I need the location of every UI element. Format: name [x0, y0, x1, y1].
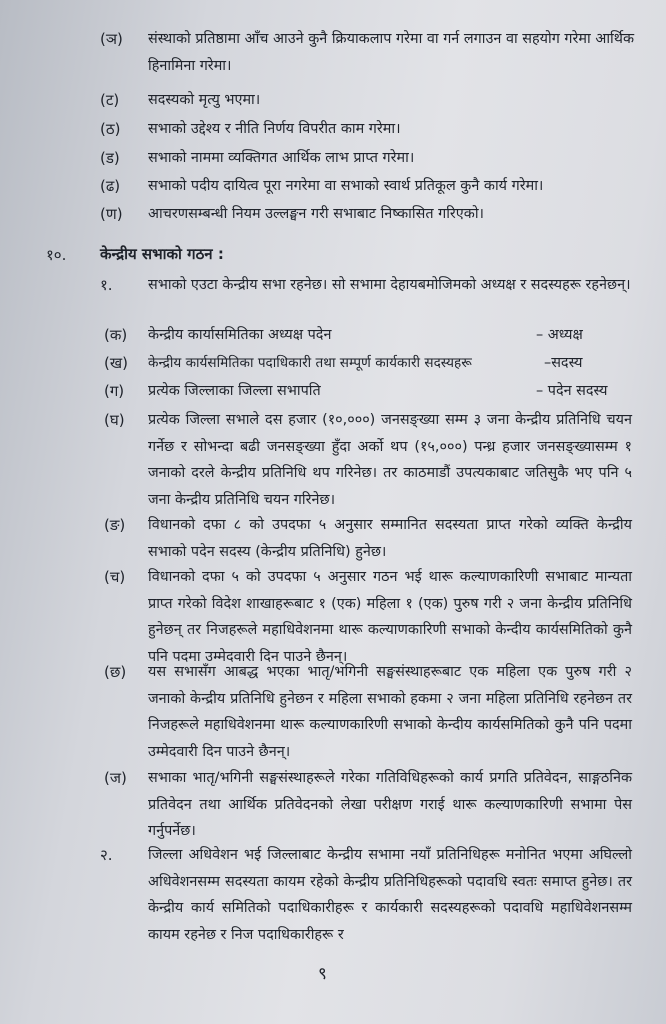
clause-number: १. — [100, 276, 113, 294]
item-text: सभाको नाममा व्यक्तिगत आर्थिक लाभ प्राप्त गरेमा। — [148, 150, 415, 166]
subitem-text: विधानको दफा ८ को उपदफा ५ अनुसार सम्मानित सदस्यता प्राप्त गरेको व्यक्ति केन्द्रीय सभाको पदेन सदस्य (केन्द्रीय प्रतिनिधि) हुनेछ। — [148, 517, 632, 560]
subitem-role: – पदेन सदस्य — [536, 383, 608, 399]
clause-text: सभाको एउटा केन्द्रीय सभा रहनेछ। सो सभामा देहायबमोजिमको अध्यक्ष र सदस्यहरू रहनेछन्। — [148, 277, 631, 293]
subitem-role: –सदस्य — [544, 355, 583, 371]
item-label: (ण) — [100, 205, 123, 223]
clause-text: जिल्ला अधिवेशन भई जिल्लाबाट केन्द्रीय सभामा नयाँ प्रतिनिधिहरू मनोनित भएमा अघिल्लो अधिवेशनसम्म सदस्यता कायम रहेको केन्द्रीय प्रतिनिधिहरूको पदावधि स्वतः समाप्त हुनेछ। तर केन्द्रीय कार्य समितिको पदाधिकारीहरू र कार्यकारी सदस्यहरूको पदावधि महाधिवेशनसम्म कायम रहनेछ र निज पदाधिकारीहरू र — [148, 847, 632, 943]
item-label: (ञ) — [100, 30, 123, 48]
subitem-text: प्रत्येक जिल्लाका जिल्ला सभापति — [148, 383, 321, 399]
item-text: आचरणसम्बन्धी नियम उल्लङ्घन गरी सभाबाट निष्कासित गरिएको। — [148, 206, 484, 222]
item-label: (ड) — [100, 149, 120, 167]
subitem-label: (ग) — [104, 382, 125, 400]
subitem-text: केन्द्रीय कार्यसमितिका पदाधिकारी तथा सम्पूर्ण कार्यकारी सदस्यहरू — [148, 355, 472, 371]
subitem-label: (च) — [104, 568, 126, 586]
section-title: केन्द्रीय सभाको गठन : — [100, 245, 224, 263]
section-number: १०. — [46, 246, 67, 264]
subitem-role: – अध्यक्ष — [536, 327, 583, 343]
subitem-label: (ज) — [104, 769, 127, 787]
subitem-text: केन्द्रीय कार्यासमितिका अध्यक्ष पदेन — [148, 327, 332, 343]
item-label: (ट) — [100, 91, 120, 109]
clause-number: २. — [100, 846, 113, 864]
subitem-label: (क) — [104, 326, 128, 344]
subitem-text: यस सभासँग आबद्ध भएका भातृ/भगिनी सङ्घसंस्थाहरूबाट एक महिला एक पुरुष गरी २ जनाको केन्द्रीय प्रतिनिधि हुनेछन र महिला सभाको हकमा २ जना महिला प्रतिनिधि रहनेछन तर निजहरूले महाधिवेशनमा थारू कल्याणकारिणी सभाको केन्दीय कार्यसमितिको कुनै पनि पदमा उम्मेदवारी दिन पाउने छैनन्। — [148, 664, 632, 760]
subitem-label: (छ) — [104, 663, 127, 681]
item-text: सभाको पदीय दायित्व पूरा नगरेमा वा सभाको स्वार्थ प्रतिकूल कुनै कार्य गरेमा। — [148, 178, 544, 194]
subitem-text: सभाका भातृ/भगिनी सङ्घसंस्थाहरूले गरेका गतिविधिहरूको कार्य प्रगति प्रतिवेदन, साङ्गठनिक प्रतिवेदन तथा आर्थिक प्रतिवेदनको लेखा परीक्षण गराई थारू कल्याणकारिणी सभामा पेस गर्नुपर्नेछ। — [148, 770, 632, 839]
item-text: सभाको उद्देश्य र नीति निर्णय विपरीत काम गरेमा। — [148, 121, 401, 137]
subitem-label: (ख) — [104, 354, 128, 372]
item-label: (ढ) — [100, 177, 121, 195]
item-label: (ठ) — [100, 120, 121, 138]
page-number: ९ — [318, 964, 327, 984]
subitem-label: (ङ) — [104, 516, 126, 534]
item-text: सदस्यको मृत्यु भएमा। — [148, 92, 261, 108]
subitem-text: विधानको दफा ५ को उपदफा ५ अनुसार गठन भई थारू कल्याणकारिणी सभाबाट मान्यता प्राप्त गरेको विदेश शाखाहरूबाट १ (एक) महिला १ (एक) पुरुष गरी २ जना केन्द्रीय प्रतिनिधि हुनेछन् तर निजहरूले महाधिवेशनमा थारू कल्याणकारिणी सभाको केन्दीय कार्यसमितिको कुनै पनि पदमा उम्मेदवारी दिन पाउने छैनन्। — [148, 569, 632, 665]
subitem-label: (घ) — [104, 411, 125, 429]
subitem-text: प्रत्येक जिल्ला सभाले दस हजार (१०,०००) जनसङ्ख्या सम्म ३ जना केन्द्रीय प्रतिनिधि चयन गर्नेछ र सोभन्दा बढी जनसङ्ख्या हुँदा अर्को थप (१५,०००) पन्ध्र हजार जनसङ्ख्यासम्म १ जनाको दरले केन्द्रीय प्रतिनिधि थप गरिनेछ। तर काठमाडौं उपत्यकाबाट जतिसुकै भए पनि ५ जना केन्द्रीय प्रतिनिधि चयन गरिनेछ। — [148, 412, 632, 508]
item-text: संस्थाको प्रतिष्ठामा आँच आउने कुनै क्रियाकलाप गरेमा वा गर्न लगाउन वा सहयोग गरेमा आर्थिक हिनामिना गरेमा। — [148, 31, 634, 74]
